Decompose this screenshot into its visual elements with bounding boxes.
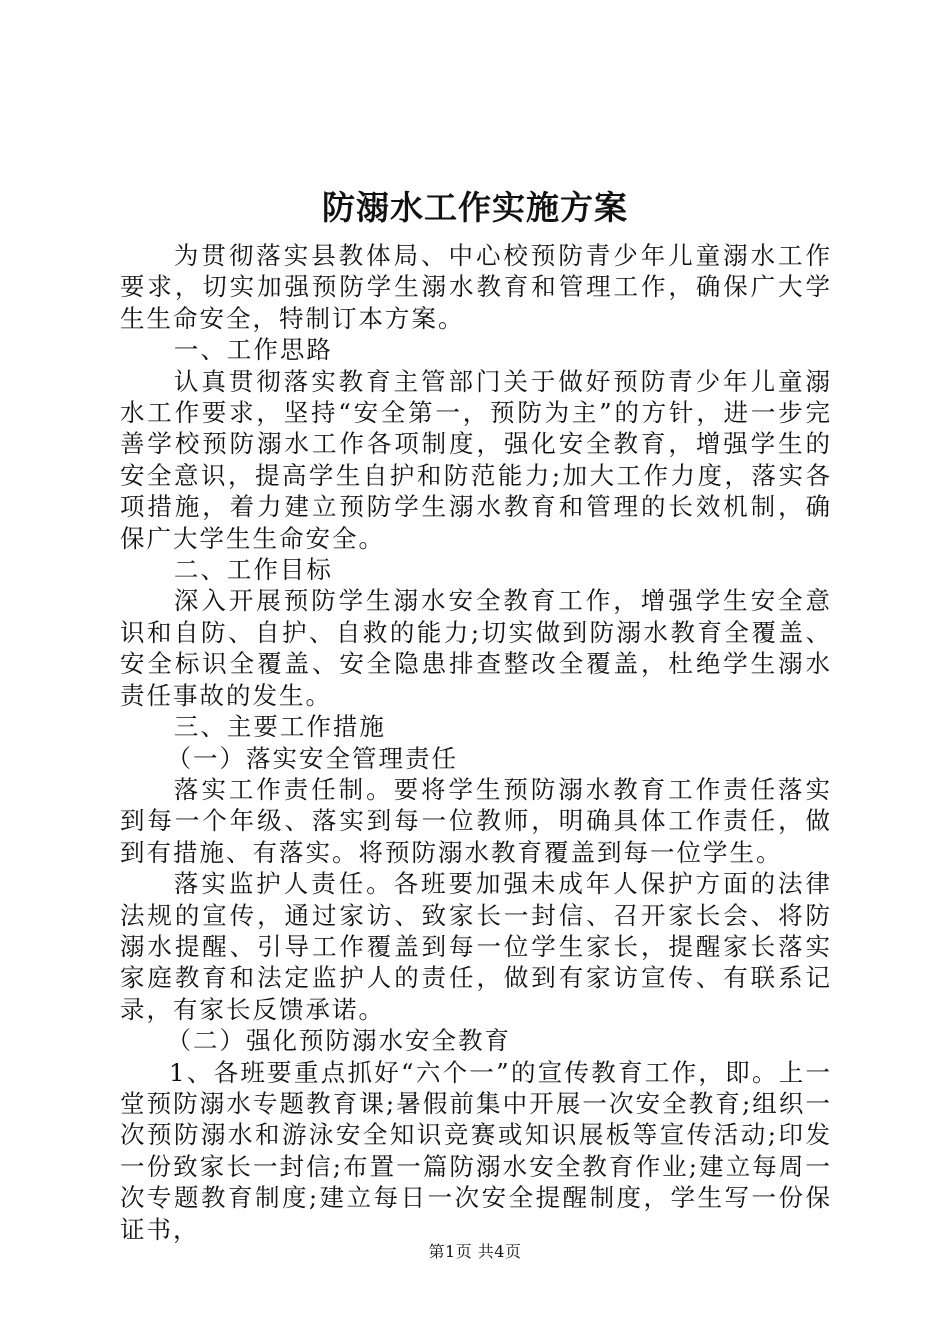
guardian-responsibility-paragraph: 落实监护人责任。各班要加强未成年人保护方面的法律法规的宣传，通过家访、致家长一封信、召开家长会、将防溺水提醒、引导工作覆盖到每一位学生家长，提醒家长落实家庭教育和法定监护人的责任，做到有家访宣传、有联系记录，有家长反馈承诺。 [120,869,832,1024]
page-number-footer: 第1页 共4页 [428,1242,522,1261]
document-body [120,240,832,1245]
section-heading-work-goals: 二、工作目标 [173,555,333,585]
responsibility-paragraph: 落实工作责任制。要将学生预防溺水教育工作责任落实到每一个年级、落实到每一位教师，明确具体工作责任，做到有措施、有落实。将预防溺水教育覆盖到每一位学生。 [120,774,832,867]
document-title: 防溺水工作实施方案 [322,188,628,227]
work-approach-paragraph: 认真贯彻落实教育主管部门关于做好预防青少年儿童溺水工作要求，坚持“安全第一，预防为主”的方针，进一步完善学校预防溺水工作各项制度，强化安全教育，增强学生的安全意识，提高学生自护和防范能力;加大工作力度，落实各项措施，着力建立预防学生溺水教育和管理的长效机制，确保广大学生生命安全。 [120,366,832,553]
section-heading-main-measures: 三、主要工作措施 [173,712,386,742]
section-heading-work-approach: 一、工作思路 [173,335,333,365]
subsection-heading-safety-education: （二）强化预防溺水安全教育 [166,1026,512,1056]
subsection-heading-safety-responsibility: （一）落实安全管理责任 [166,743,459,773]
work-goals-paragraph: 深入开展预防学生溺水安全教育工作，增强学生安全意识和自防、自护、自救的能力;切实做到防溺水教育全覆盖、安全标识全覆盖、安全隐患排查整改全覆盖，杜绝学生溺水责任事故的发生。 [120,586,832,710]
education-item-paragraph: 1、各班要重点抓好“六个一”的宣传教育工作，即。上一堂预防溺水专题教育课;暑假前集中开展一次安全教育;组织一次预防溺水和游泳安全知识竞赛或知识展板等宣传活动;印发一份致家长一封信;布置一篇防溺水安全教育作业;建立每周一次专题教育制度;建立每日一次安全提醒制度，学生写一份保证书， [120,1057,832,1244]
intro-paragraph: 为贯彻落实县教体局、中心校预防青少年儿童溺水工作要求，切实加强预防学生溺水教育和管理工作，确保广大学生生命安全，特制订本方案。 [120,241,832,333]
